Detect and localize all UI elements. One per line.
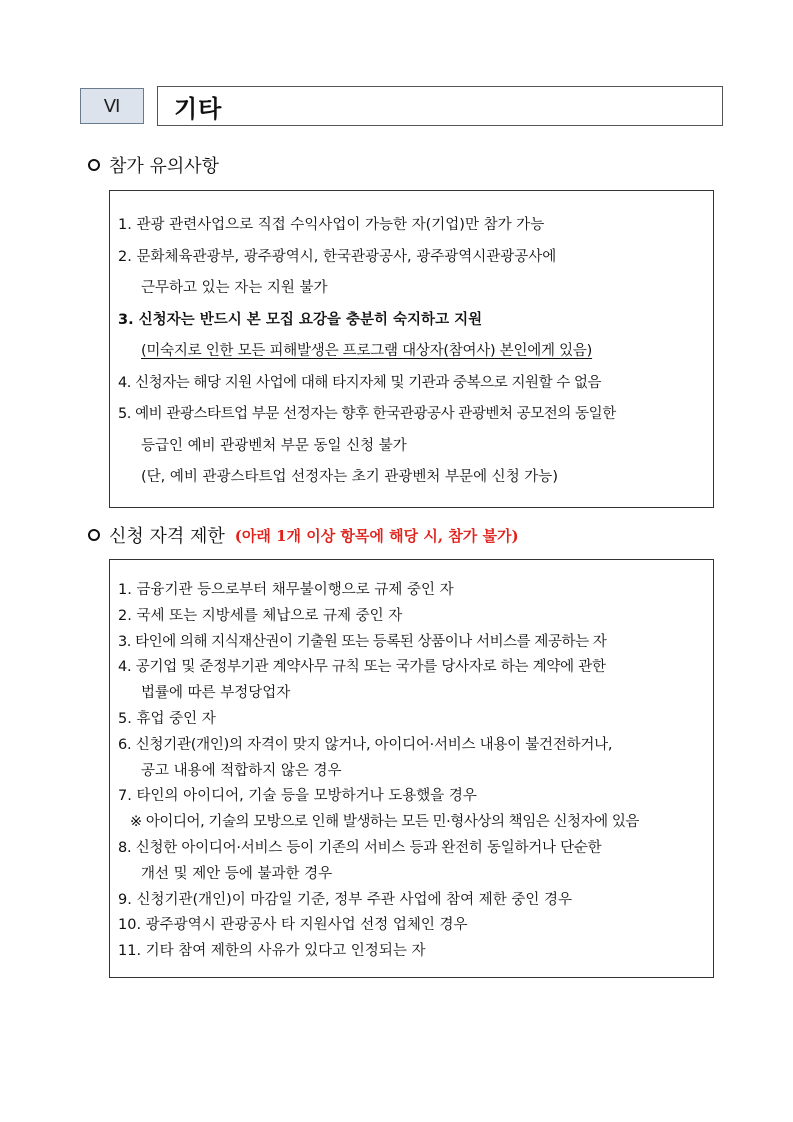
list-item: 4. 신청자는 해당 지원 사업에 대해 타지자체 및 기관과 중복으로 지원할 수 없음	[118, 374, 602, 391]
list-item: 4. 공기업 및 준정부기관 계약사무 규칙 또는 국가를 당사자로 하는 계약에 관한	[118, 659, 606, 676]
restrictions-heading-text: 신청 자격 제한	[109, 526, 225, 547]
list-item-continuation: 등급인 예비 관광벤처 부문 동일 신청 불가	[141, 437, 407, 454]
list-item-note	[118, 336, 709, 368]
list-item: 8. 신청한 아이디어·서비스 등이 기존의 서비스 등과 완전히 동일하거나 단순한	[118, 839, 602, 856]
restrictions-note: (아래 1개 이상 항목에 해당 시, 참가 불가)	[234, 526, 519, 545]
chapter-number-text: Ⅵ	[103, 95, 121, 117]
list-item: 5. 예비 관광스타트업 부문 선정자는 향후 한국관광공사 관광벤처 공모전의 동일한	[118, 406, 616, 422]
list-item-emphasis: 3. 신청자는 반드시 본 모집 요강을 충분히 숙지하고 지원	[118, 311, 483, 328]
list-item-continuation: 법률에 따른 부정당업자	[141, 685, 291, 702]
list-item-continuation: 개선 및 제안 등에 불과한 경우	[141, 865, 333, 882]
list-item: 1. 금융기관 등으로부터 채무불이행으로 규제 중인 자	[118, 582, 454, 598]
list-item: 2. 문화체육관광부, 광주광역시, 한국관광공사, 광주광역시관광공사에	[118, 248, 557, 265]
list-item-note: (단, 예비 관광스타트업 선정자는 초기 관광벤처 부문에 신청 가능)	[141, 469, 558, 485]
list-item: 2. 국세 또는 지방세를 체납으로 규제 중인 자	[118, 607, 403, 624]
list-item: 11. 기타 참여 제한의 사유가 있다고 인정되는 자	[118, 943, 426, 960]
list-item: 9. 신청기관(개인)이 마감일 기준, 정부 주관 사업에 참여 제한 중인 경우	[118, 891, 573, 908]
chapter-title-box	[157, 86, 723, 126]
restrictions-box	[109, 559, 714, 978]
list-item: 3. 타인에 의해 지식재산권이 기출원 또는 등록된 상품이나 서비스를 제공하는 자	[118, 633, 607, 650]
list-item: 5. 휴업 중인 자	[118, 710, 216, 727]
chapter-number	[80, 88, 144, 124]
list-item: 1. 관광 관련사업으로 직접 수익사업이 가능한 자(기업)만 참가 가능	[118, 217, 545, 233]
chapter-title: 기타	[174, 94, 223, 123]
hollow-circle-bullet-icon	[88, 159, 100, 171]
list-item-note: ※ 아이디어, 기술의 모방으로 인해 발생하는 모든 민·형사상의 책임은 신청자에 있음	[130, 814, 639, 831]
hollow-circle-bullet-icon	[88, 529, 100, 541]
precautions-heading	[88, 152, 219, 178]
list-item: 6. 신청기관(개인)의 자격이 맞지 않거나, 아이디어·서비스 내용이 불건전하거나,	[118, 736, 613, 753]
precautions-heading-text: 참가 유의사항	[109, 156, 220, 177]
underlined-note: (미숙지로 인한 모든 피해발생은 프로그램 대상자(참여사) 본인에게 있음)	[141, 343, 593, 359]
restrictions-heading	[88, 522, 519, 548]
precautions-box	[109, 190, 714, 508]
list-item-continuation: 근무하고 있는 자는 지원 불가	[141, 280, 328, 296]
list-item-continuation: 공고 내용에 적합하지 않은 경우	[141, 762, 342, 779]
list-item: 10. 광주광역시 관광공사 타 지원사업 선정 업체인 경우	[118, 917, 468, 934]
list-item: 7. 타인의 아이디어, 기술 등을 모방하거나 도용했을 경우	[118, 788, 477, 805]
